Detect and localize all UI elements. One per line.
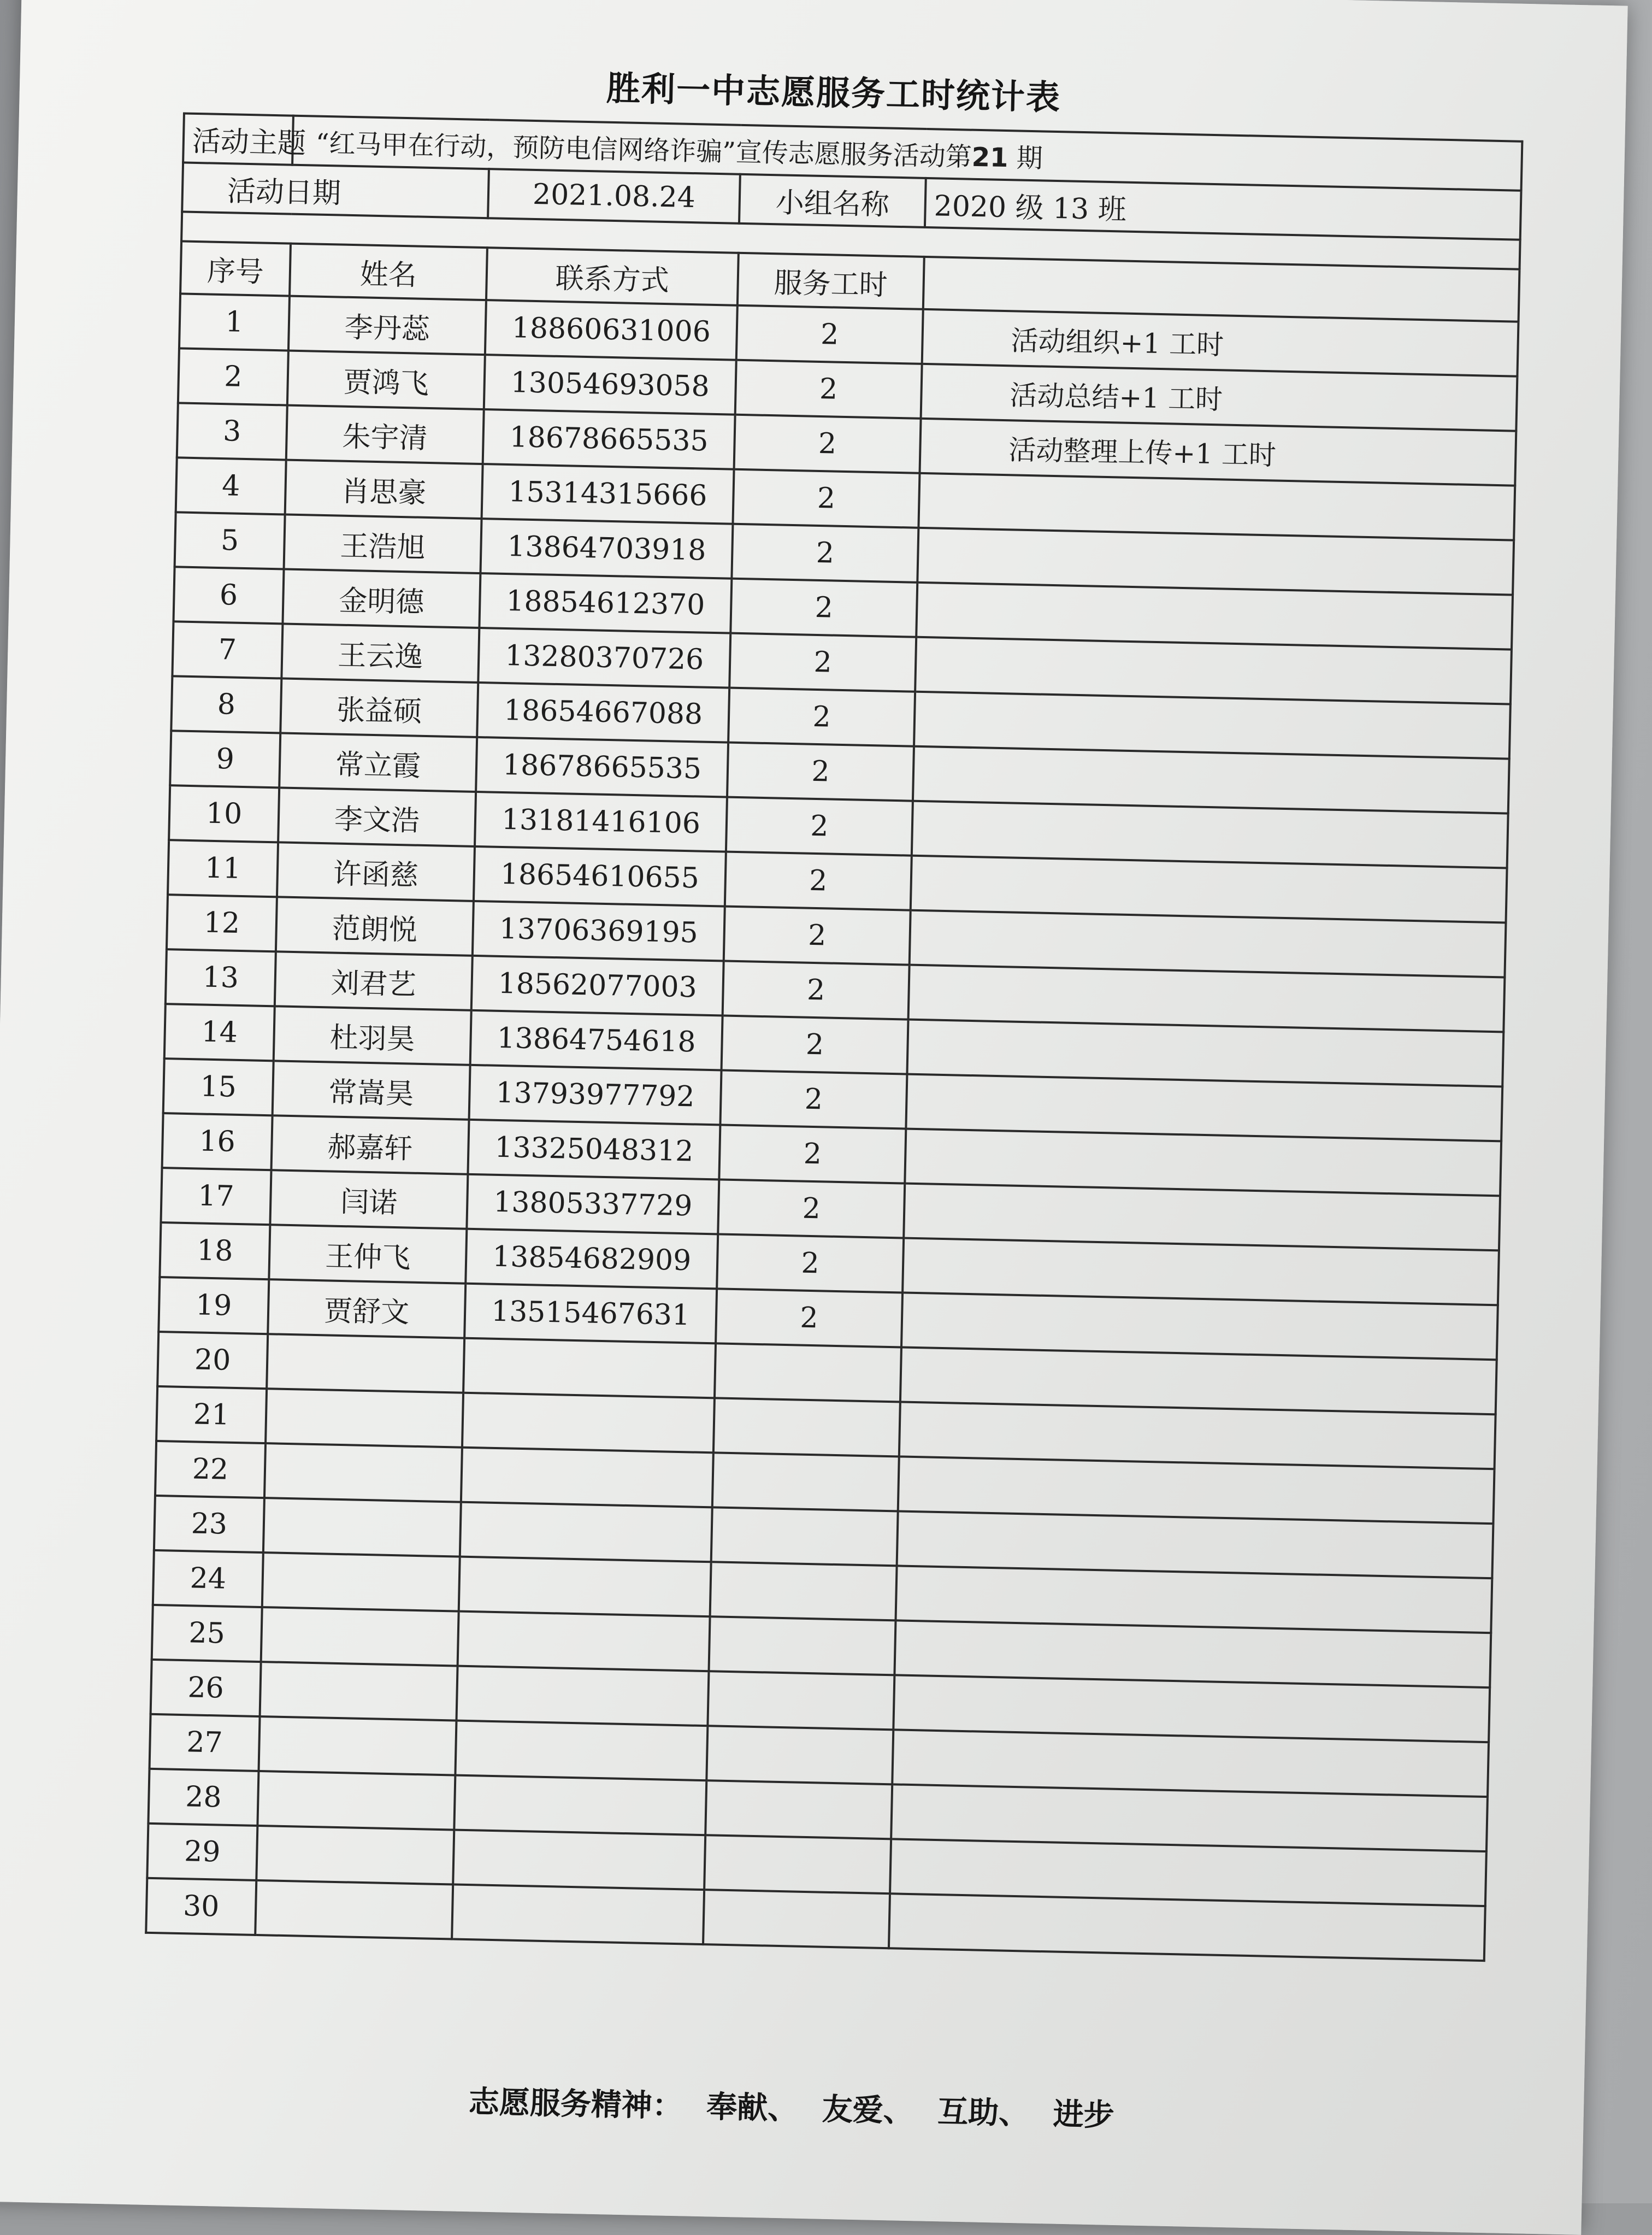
row-phone: 13325048312 — [468, 1120, 720, 1180]
row-name — [257, 1771, 455, 1830]
row-no: 12 — [167, 895, 277, 951]
row-name: 常嵩昊 — [273, 1061, 470, 1120]
row-no: 14 — [164, 1004, 275, 1061]
row-phone — [463, 1338, 716, 1398]
row-no: 19 — [158, 1277, 269, 1334]
row-name: 杜羽昊 — [274, 1006, 471, 1065]
row-name: 王仲飞 — [269, 1225, 467, 1284]
row-name: 郝嘉轩 — [272, 1115, 469, 1174]
row-note — [889, 1893, 1485, 1961]
row-no: 2 — [178, 348, 288, 405]
group-label: 小组名称 — [739, 174, 926, 227]
row-phone — [460, 1502, 712, 1562]
row-phone: 18854612370 — [479, 573, 731, 633]
row-hours: 2 — [720, 1070, 907, 1128]
row-phone: 13793977792 — [469, 1065, 722, 1125]
row-hours — [713, 1398, 900, 1456]
row-no: 17 — [161, 1168, 271, 1225]
topic-label: 活动主题 — [183, 113, 293, 164]
row-no: 6 — [174, 567, 284, 624]
row-hours — [703, 1890, 890, 1948]
row-name: 闫诺 — [270, 1170, 468, 1229]
row-no: 13 — [166, 949, 276, 1006]
volunteer-motto: 志愿服务精神： 奉献、 友爱、 互助、 进步 — [468, 2084, 1115, 2133]
row-name — [261, 1607, 459, 1666]
row-no: 23 — [154, 1496, 264, 1552]
row-hours: 2 — [722, 1015, 908, 1074]
date-label: 活动日期 — [182, 162, 489, 218]
topic-prefix: “红马甲在行动，预防电信网络诈骗”宣传志愿服务活动第 — [315, 128, 972, 173]
row-name: 常立霞 — [279, 733, 477, 792]
row-no: 21 — [156, 1386, 267, 1443]
row-phone: 13854682909 — [465, 1229, 718, 1289]
row-phone: 18678665535 — [483, 409, 735, 469]
row-name — [266, 1389, 463, 1448]
date-value: 2021.08.24 — [488, 169, 740, 224]
row-hours: 2 — [724, 907, 911, 965]
col-header-phone: 联系方式 — [486, 248, 739, 305]
row-name: 刘君艺 — [275, 951, 473, 1010]
row-hours: 2 — [725, 852, 912, 910]
row-phone — [461, 1448, 713, 1508]
row-hours: 2 — [716, 1289, 902, 1347]
row-name — [264, 1443, 462, 1502]
row-no: 10 — [169, 785, 279, 842]
row-hours — [710, 1562, 897, 1620]
row-name — [260, 1662, 458, 1721]
row-hours: 2 — [731, 524, 918, 583]
topic-suffix: 期 — [1016, 142, 1043, 174]
row-phone: 18860631006 — [485, 300, 738, 360]
row-no: 30 — [146, 1878, 256, 1935]
row-hours: 2 — [734, 415, 921, 473]
row-phone: 18678665535 — [476, 737, 728, 797]
row-phone — [462, 1393, 715, 1453]
row-phone: 13864754618 — [470, 1010, 723, 1071]
row-hours: 2 — [717, 1234, 904, 1292]
row-phone — [459, 1557, 711, 1617]
row-hours — [705, 1780, 892, 1839]
row-name — [256, 1826, 454, 1885]
row-hours — [715, 1343, 901, 1402]
row-no: 16 — [162, 1113, 273, 1170]
row-phone — [456, 1666, 709, 1726]
hours-table — [145, 112, 1523, 1962]
row-hours: 2 — [729, 633, 916, 692]
row-no: 11 — [168, 840, 278, 897]
row-no: 15 — [163, 1058, 274, 1115]
row-no: 5 — [175, 512, 285, 569]
row-no: 29 — [147, 1824, 257, 1880]
row-no: 27 — [150, 1714, 260, 1771]
row-phone — [454, 1775, 706, 1836]
row-phone: 13280370726 — [478, 628, 730, 688]
row-name: 张益硕 — [280, 678, 478, 737]
col-header-no: 序号 — [180, 241, 291, 296]
row-phone — [452, 1885, 704, 1945]
row-phone — [455, 1721, 707, 1781]
row-phone — [453, 1830, 705, 1890]
row-no: 9 — [170, 731, 280, 787]
row-hours: 2 — [723, 961, 910, 1020]
row-hours: 2 — [719, 1125, 906, 1183]
form-title: 胜利一中志愿服务工时统计表 — [606, 68, 1061, 118]
col-header-name: 姓名 — [290, 244, 487, 301]
row-no: 18 — [160, 1222, 270, 1279]
row-no: 24 — [153, 1550, 263, 1607]
row-note: 活动组织+1 工时 — [922, 309, 1519, 377]
row-phone: 13805337729 — [467, 1174, 719, 1234]
row-hours: 2 — [733, 469, 919, 528]
row-no: 26 — [151, 1660, 261, 1716]
row-no: 7 — [172, 621, 282, 678]
row-no: 1 — [179, 293, 290, 350]
col-header-hours: 服务工时 — [738, 253, 924, 309]
row-no: 25 — [152, 1605, 262, 1662]
row-name: 朱宇清 — [286, 405, 484, 464]
row-name: 李丹蕊 — [288, 296, 486, 355]
row-hours: 2 — [735, 360, 922, 419]
row-name — [258, 1716, 456, 1775]
row-hours: 2 — [726, 797, 913, 856]
row-name: 贾鸿飞 — [287, 351, 485, 410]
row-hours — [707, 1671, 894, 1730]
row-phone: 13864703918 — [480, 519, 733, 579]
row-no: 3 — [177, 403, 287, 460]
row-name: 肖思豪 — [285, 460, 483, 519]
row-note: 活动总结+1 工时 — [921, 364, 1518, 431]
row-name: 范朗悦 — [276, 897, 474, 956]
row-phone: 13515467631 — [464, 1284, 717, 1344]
row-hours — [704, 1835, 891, 1893]
row-hours — [709, 1616, 895, 1675]
row-phone: 13181416106 — [475, 792, 727, 852]
row-note: 活动整理上传+1 工时 — [919, 419, 1516, 486]
row-name — [262, 1552, 460, 1611]
row-phone: 18562077003 — [471, 956, 724, 1016]
row-phone: 13706369195 — [473, 901, 725, 961]
row-no: 22 — [155, 1441, 266, 1498]
row-hours: 2 — [736, 305, 923, 364]
row-name: 贾舒文 — [268, 1279, 465, 1338]
row-name: 李文浩 — [278, 787, 476, 846]
row-name — [263, 1498, 461, 1557]
row-hours — [712, 1452, 899, 1511]
row-hours: 2 — [728, 688, 915, 746]
row-hours: 2 — [730, 579, 917, 637]
row-name: 金明德 — [282, 569, 480, 628]
row-phone: 18654667088 — [477, 683, 729, 743]
row-phone: 15314315666 — [482, 464, 734, 524]
row-name: 许函慈 — [277, 842, 475, 901]
row-hours — [711, 1507, 898, 1566]
row-name: 王云逸 — [281, 624, 479, 683]
row-no: 4 — [176, 457, 286, 514]
row-phone — [458, 1611, 710, 1672]
row-phone: 18654610655 — [474, 846, 726, 907]
row-no: 28 — [148, 1769, 258, 1826]
row-hours: 2 — [727, 743, 914, 801]
row-name: 王浩旭 — [284, 515, 482, 574]
row-no: 8 — [171, 676, 281, 733]
row-name — [267, 1334, 464, 1393]
form-area — [53, 39, 1572, 2190]
row-no: 20 — [157, 1332, 268, 1389]
row-hours: 2 — [718, 1179, 905, 1238]
row-name — [255, 1880, 453, 1939]
group-value: 2020 级 13 班 — [925, 178, 1521, 240]
row-hours — [706, 1726, 893, 1784]
topic-issue: 21 — [971, 142, 1009, 173]
row-phone: 13054693058 — [484, 355, 736, 415]
